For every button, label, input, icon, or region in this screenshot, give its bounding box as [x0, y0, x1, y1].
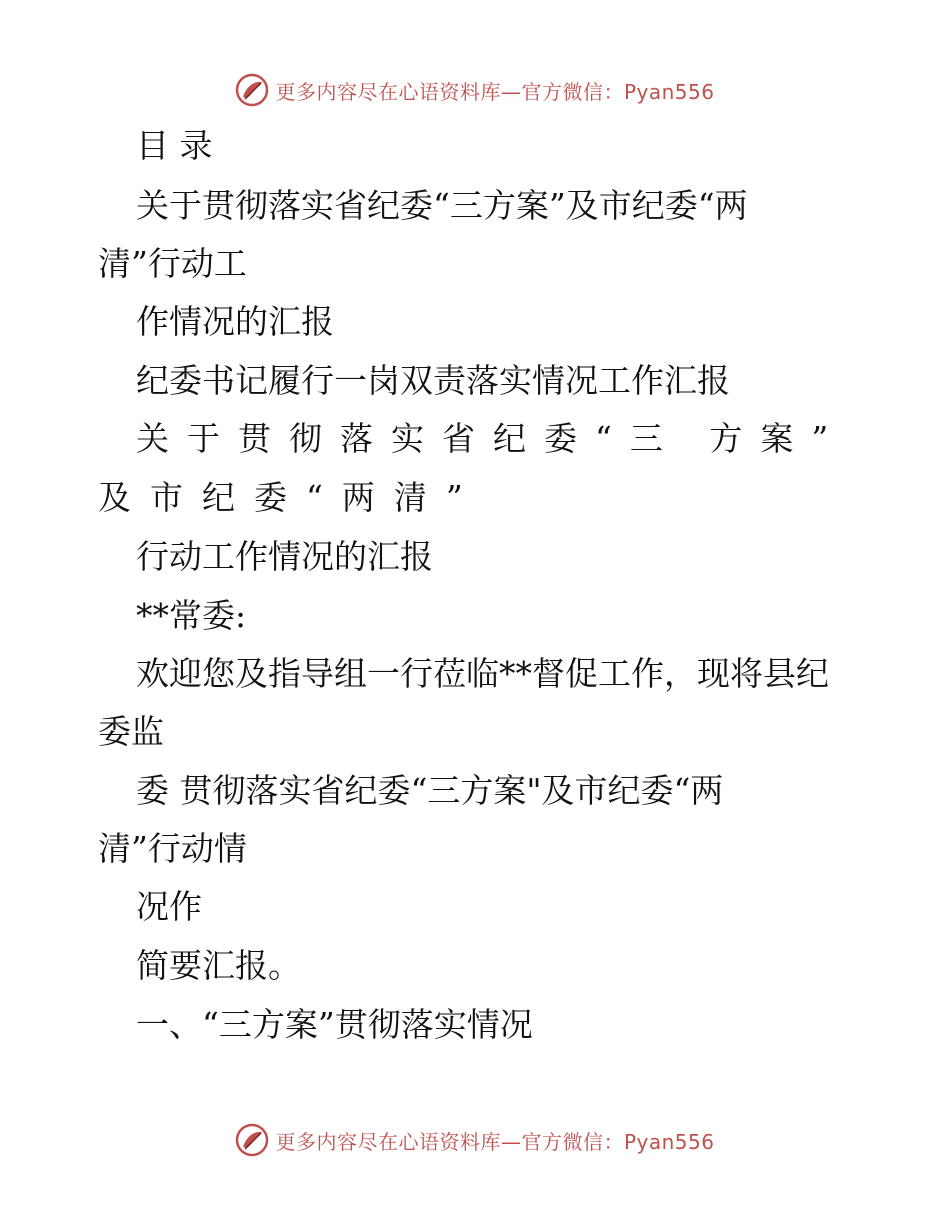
text-line: 纪委书记履行一岗双责落实情况工作汇报 [136, 361, 730, 400]
logo-icon [235, 73, 269, 107]
text-line: 况作 [136, 887, 202, 926]
section-heading: 一、“三方案”贯彻落实情况 [136, 1005, 533, 1044]
watermark-banner-bottom [0, 1120, 950, 1160]
watermark-text: 更多内容尽在心语资料库—官方微信：Pyan556 [275, 1129, 715, 1154]
logo-icon [235, 1123, 269, 1157]
text-line: 行动工作情况的汇报 [136, 537, 433, 576]
toc-heading: 目 录 [136, 126, 213, 165]
text-line: 及市纪委“两清” [98, 478, 482, 517]
text-line: 关于贯彻落实省纪委“三方案”及市纪委“两 [136, 186, 748, 225]
watermark-banner-top [0, 70, 950, 110]
text-line: 清”行动工 [98, 244, 247, 283]
text-line: **常委: [136, 596, 247, 635]
text-line: 委监 [98, 712, 164, 751]
text-line: 作情况的汇报 [136, 302, 334, 341]
text-line: 简要汇报。 [136, 946, 301, 985]
watermark-text: 更多内容尽在心语资料库—官方微信：Pyan556 [275, 79, 715, 104]
text-line: 关于贯彻落实省纪委“三 方案” [136, 419, 847, 458]
text-line: 欢迎您及指导组一行莅临**督促工作，现将县纪 [136, 654, 829, 693]
text-line: 委 贯彻落实省纪委“三方案"及市纪委“两 [136, 771, 724, 810]
text-line: 清”行动情 [98, 829, 247, 868]
